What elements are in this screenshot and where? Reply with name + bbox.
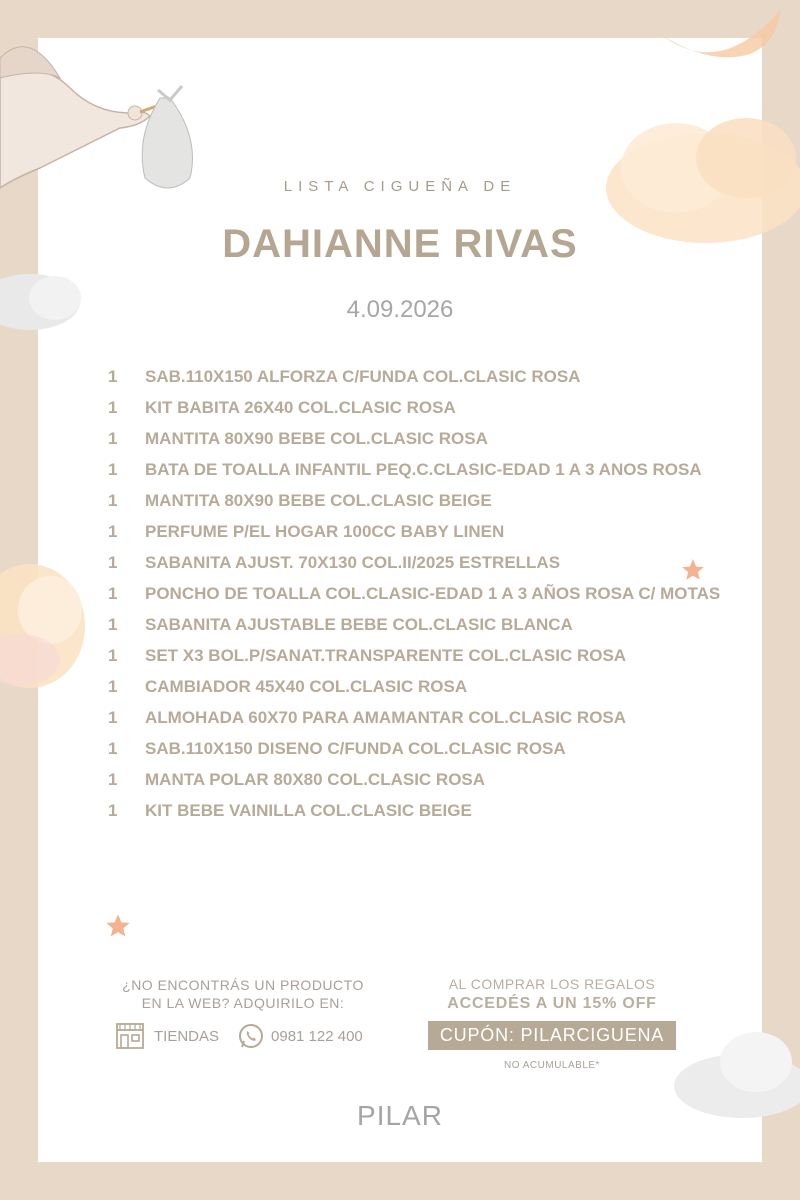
- gift-list: [108, 366, 748, 831]
- stores-link[interactable]: TIENDAS: [154, 1027, 220, 1045]
- list-item: [108, 397, 748, 428]
- cloud-icon: [0, 550, 86, 696]
- item-description: CAMBIADOR 45X40 COL.CLASIC ROSA: [145, 677, 468, 696]
- list-item: [108, 366, 748, 397]
- item-description: PERFUME P/EL HOGAR 100CC BABY LINEN: [145, 522, 505, 541]
- offer-line-1: AL COMPRAR LOS REGALOS: [448, 976, 656, 992]
- list-item: [108, 676, 748, 707]
- help-line-2: EN LA WEB? ADQUIRILO EN:: [141, 995, 345, 1011]
- item-quantity: 1: [108, 739, 118, 758]
- moon-icon: [650, 0, 800, 62]
- item-quantity: 1: [108, 491, 118, 510]
- recipient-name: DAHIANNE RIVAS: [222, 222, 578, 266]
- list-item: [108, 800, 748, 831]
- list-item: [108, 459, 748, 490]
- item-description: KIT BABITA 26X40 COL.CLASIC ROSA: [145, 398, 456, 417]
- list-item: [108, 769, 748, 800]
- item-description: SABANITA AJUST. 70X130 COL.II/2025 ESTRELLAS: [145, 553, 561, 572]
- item-description: SABANITA AJUSTABLE BEBE COL.CLASIC BLANCA: [145, 615, 573, 634]
- list-item: [108, 490, 748, 521]
- phone-link[interactable]: 0981 122 400: [271, 1027, 363, 1045]
- list-item: [108, 614, 748, 645]
- list-item: [108, 645, 748, 676]
- item-description: ALMOHADA 60X70 PARA AMAMANTAR COL.CLASIC ROSA: [145, 708, 627, 727]
- item-quantity: 1: [108, 429, 118, 448]
- star-icon: [104, 912, 132, 940]
- list-item: [108, 707, 748, 738]
- item-quantity: 1: [108, 615, 118, 634]
- offer-note: NO ACUMULABLE*: [504, 1060, 600, 1071]
- item-quantity: 1: [108, 460, 118, 479]
- item-quantity: 1: [108, 708, 118, 727]
- brand-logo: PILAR: [357, 1100, 443, 1131]
- offer-line-2: ACCEDÉS A UN 15% OFF: [447, 995, 657, 1012]
- list-date: 4.09.2026: [346, 296, 454, 323]
- list-item: [108, 738, 748, 769]
- stork-icon: [0, 18, 200, 198]
- item-description: PONCHO DE TOALLA COL.CLASIC-EDAD 1 A 3 AÑOS ROSA C/ MOTAS: [145, 584, 721, 603]
- store-icon: [114, 1022, 146, 1050]
- item-description: SAB.110X150 DISENO C/FUNDA COL.CLASIC ROSA: [145, 739, 566, 758]
- item-description: BATA DE TOALLA INFANTIL PEQ.C.CLASIC-EDAD 1 A 3 ANOS ROSA: [145, 460, 702, 479]
- list-item: [108, 552, 748, 583]
- item-quantity: 1: [108, 522, 118, 541]
- item-quantity: 1: [108, 770, 118, 789]
- item-description: MANTA POLAR 80X80 COL.CLASIC ROSA: [145, 770, 486, 789]
- item-description: SAB.110X150 ALFORZA C/FUNDA COL.CLASIC ROSA: [145, 367, 581, 386]
- item-description: MANTITA 80X90 BEBE COL.CLASIC BEIGE: [145, 491, 492, 510]
- item-quantity: 1: [108, 801, 118, 820]
- item-quantity: 1: [108, 553, 118, 572]
- coupon-badge: CUPÓN: PILARCIGUENA: [428, 1021, 676, 1050]
- offer-block: [424, 976, 680, 1071]
- list-item: [108, 583, 748, 614]
- list-kicker: LISTA CIGUEÑA DE: [283, 178, 517, 195]
- contact-row: [114, 1020, 363, 1052]
- help-line-1: ¿NO ENCONTRÁS UN PRODUCTO: [122, 977, 364, 993]
- item-description: MANTITA 80X90 BEBE COL.CLASIC ROSA: [145, 429, 488, 448]
- item-quantity: 1: [108, 646, 118, 665]
- item-description: SET X3 BOL.P/SANAT.TRANSPARENTE COL.CLASIC ROSA: [145, 646, 627, 665]
- item-quantity: 1: [108, 398, 118, 417]
- whatsapp-icon: [237, 1022, 265, 1050]
- item-quantity: 1: [108, 367, 118, 386]
- item-quantity: 1: [108, 677, 118, 696]
- footer-help-text: [104, 976, 382, 1012]
- item-description: KIT BEBE VAINILLA COL.CLASIC BEIGE: [145, 801, 472, 820]
- list-item: [108, 428, 748, 459]
- item-quantity: 1: [108, 584, 118, 603]
- list-item: [108, 521, 748, 552]
